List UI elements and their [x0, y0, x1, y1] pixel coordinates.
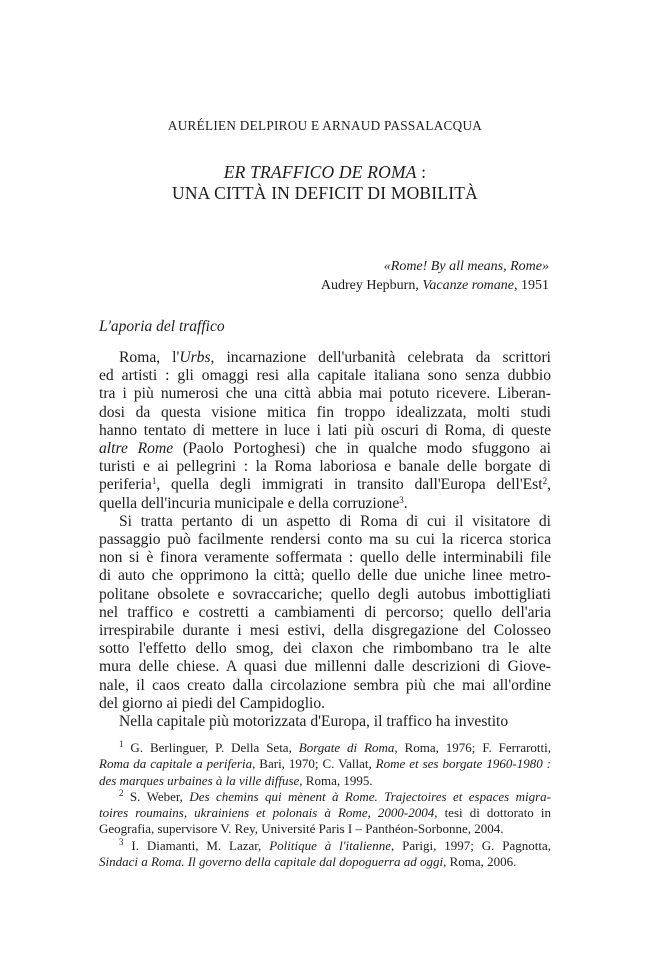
italic-text: Rome et ses borgate 1960-1980 : [375, 756, 551, 772]
italic-text: Sindaci a Roma. Il governo della capitale dal dopoguerra ad oggi [99, 854, 444, 870]
italic-text: Roma da capitale a periferia [99, 756, 253, 772]
text-run: Nella capitale più motorizzata d'Europa, il traffico ha investito [119, 713, 509, 731]
text-run: dosi da questa visione mitica fin troppo idealizzata, molti studi [99, 403, 551, 421]
body-line [99, 458, 551, 476]
text-run: quella dell'incuria municipale e della corruzione [99, 494, 400, 512]
footnote-ref: 3 [399, 494, 404, 505]
footnote-ref: 2 [542, 476, 548, 487]
chapter-title [0, 162, 650, 204]
body-line [99, 404, 551, 422]
text-run: S. Weber, [123, 788, 190, 804]
italic-text: Urbs [179, 349, 211, 366]
title-colon: : [416, 162, 427, 182]
attribution-author: Audrey Hepburn, [320, 278, 423, 293]
text-run: , Roma, 1976; F. Ferrarotti, [394, 740, 552, 755]
title-italic-part: ER TRAFFICO DE ROMA [223, 162, 417, 182]
footnotes [99, 740, 551, 870]
body-line [99, 549, 551, 567]
text-run: hanno tentato di mettere in luce i lati più oscuri di Roma, di queste [99, 421, 551, 439]
footnote-line [99, 821, 551, 837]
body-line [99, 440, 551, 458]
body-line [99, 367, 551, 385]
body-line [99, 622, 551, 640]
epigraph [321, 257, 549, 295]
text-run: passaggio può facilmente rendersi conto ma su cui la ricerca storica [99, 531, 551, 549]
text-run: . [403, 494, 408, 512]
italic-text: toires roumains, ukrainiens et polonais à Rome, 2000-2004 [99, 805, 435, 821]
text-run: turisti e ai pellegrini : la Roma laboriosa e banale delle borgate di [99, 458, 551, 476]
body-line [99, 695, 551, 713]
body-line [99, 586, 551, 604]
text-run: , Roma, 1995. [299, 772, 373, 788]
body-line [99, 567, 551, 585]
footnote-line [99, 789, 551, 805]
text-run: , Roma, 2006. [443, 854, 517, 870]
footnote-ref: 3 [119, 836, 124, 847]
italic-text: Des chemins qui mènent à Rome. Trajectoires et espaces migra- [189, 788, 551, 804]
text-run: , incarnazione dell'urbanità celebrata da scrittori [210, 349, 552, 366]
text-run: , [547, 476, 551, 494]
body-line [99, 531, 551, 549]
text-run: I. Diamanti, M. Lazar, [123, 837, 270, 853]
body-line [99, 476, 551, 494]
text-run: G. Berlinguer, P. Della Seta, [123, 740, 299, 755]
chapter-title-line-2: UNA CITTÀ IN DEFICIT DI MOBILITÀ [172, 183, 478, 203]
footnote-line [99, 756, 551, 772]
epigraph-attribution [321, 276, 549, 295]
italic-text: des marques urbaines à la ville diffuse [99, 772, 300, 788]
body-line [99, 658, 551, 676]
footnote-ref: 1 [151, 476, 157, 487]
italic-text: Politique à l'italienne [269, 837, 391, 853]
body-line [99, 385, 551, 403]
text-run: nale, il caos creato dalla circolazione sembra più che mai all'ordine [99, 676, 551, 694]
body-line [99, 604, 551, 622]
text-run: , Parigi, 1997; G. Pagnotta, [390, 837, 551, 853]
text-run: , Bari, 1970; C. Vallat, [252, 756, 376, 772]
body-line [99, 422, 551, 440]
footnote-line [99, 740, 551, 756]
text-run: sotto l'effetto dello smog, dei claxon che rimbombano tra le alte [99, 640, 551, 658]
body-line [99, 513, 551, 531]
footnote-ref: 1 [119, 739, 124, 749]
italic-text: Borgate di Roma [298, 740, 395, 755]
text-run: di auto che opprimono la città; quello delle due uniche linee metro- [99, 567, 551, 585]
body-line [99, 640, 551, 658]
italic-text: altre Rome [99, 440, 174, 458]
body-line [99, 677, 551, 695]
chapter-title-line-1 [0, 162, 650, 183]
attribution-year: , 1951 [514, 278, 549, 293]
text-run: Si tratta pertanto di un aspetto di Roma di cui il visitatore di [119, 512, 551, 530]
footnote-ref: 2 [119, 787, 124, 798]
body-line [99, 349, 551, 367]
text-run: ed artisti : gli omaggi resi alla capitale italiana sono senza dubbio [99, 367, 551, 385]
text-run: periferia [99, 476, 152, 494]
text-run: Roma, l' [119, 349, 180, 366]
body-line [99, 713, 551, 731]
text-run: non si è finora veramente soffermata : quello delle interminabili file [99, 549, 551, 567]
text-run: , quella degli immigrati in transito dall'Europa dell'Est [156, 476, 543, 494]
text-run: (Paolo Portoghesi) che in qualche modo sfuggono ai [173, 440, 552, 458]
text-run: tra i più numerosi che una città abbia mai potuto ricevere. Liberan- [99, 385, 551, 403]
section-heading: L'aporia del traffico [99, 318, 225, 335]
attribution-film: Vacanze romane [422, 278, 514, 293]
text-run: Geografia, supervisore V. Rey, Université Paris I – Panthéon-Sorbonne, 2004. [99, 821, 504, 837]
footnote-line [99, 805, 551, 821]
body-line [99, 495, 551, 513]
text-run: , tesi di dottorato in [434, 805, 551, 821]
text-run: politane obsolete e sovraccariche; quello degli autobus imbottigliati [99, 585, 551, 603]
chapter-authors: AURÉLIEN DELPIROU E ARNAUD PASSALACQUA [167, 118, 483, 133]
text-run: irrespirabile durante i mesi estivi, della disgregazione del Colosseo [99, 622, 551, 640]
epigraph-quote: «Rome! By all means, Rome» [383, 259, 549, 274]
footnote-line [99, 838, 551, 854]
footnote-line [99, 854, 551, 870]
text-run: del giorno ai piedi del Campidoglio. [99, 694, 326, 712]
text-run: nel traffico e costretti a cambiamenti di percorso; quello dell'aria [99, 603, 551, 621]
text-run: mura delle chiese. A quasi due millenni dalle descrizioni di Giove- [99, 658, 551, 676]
body-text [99, 349, 551, 731]
footnote-line [99, 773, 551, 789]
